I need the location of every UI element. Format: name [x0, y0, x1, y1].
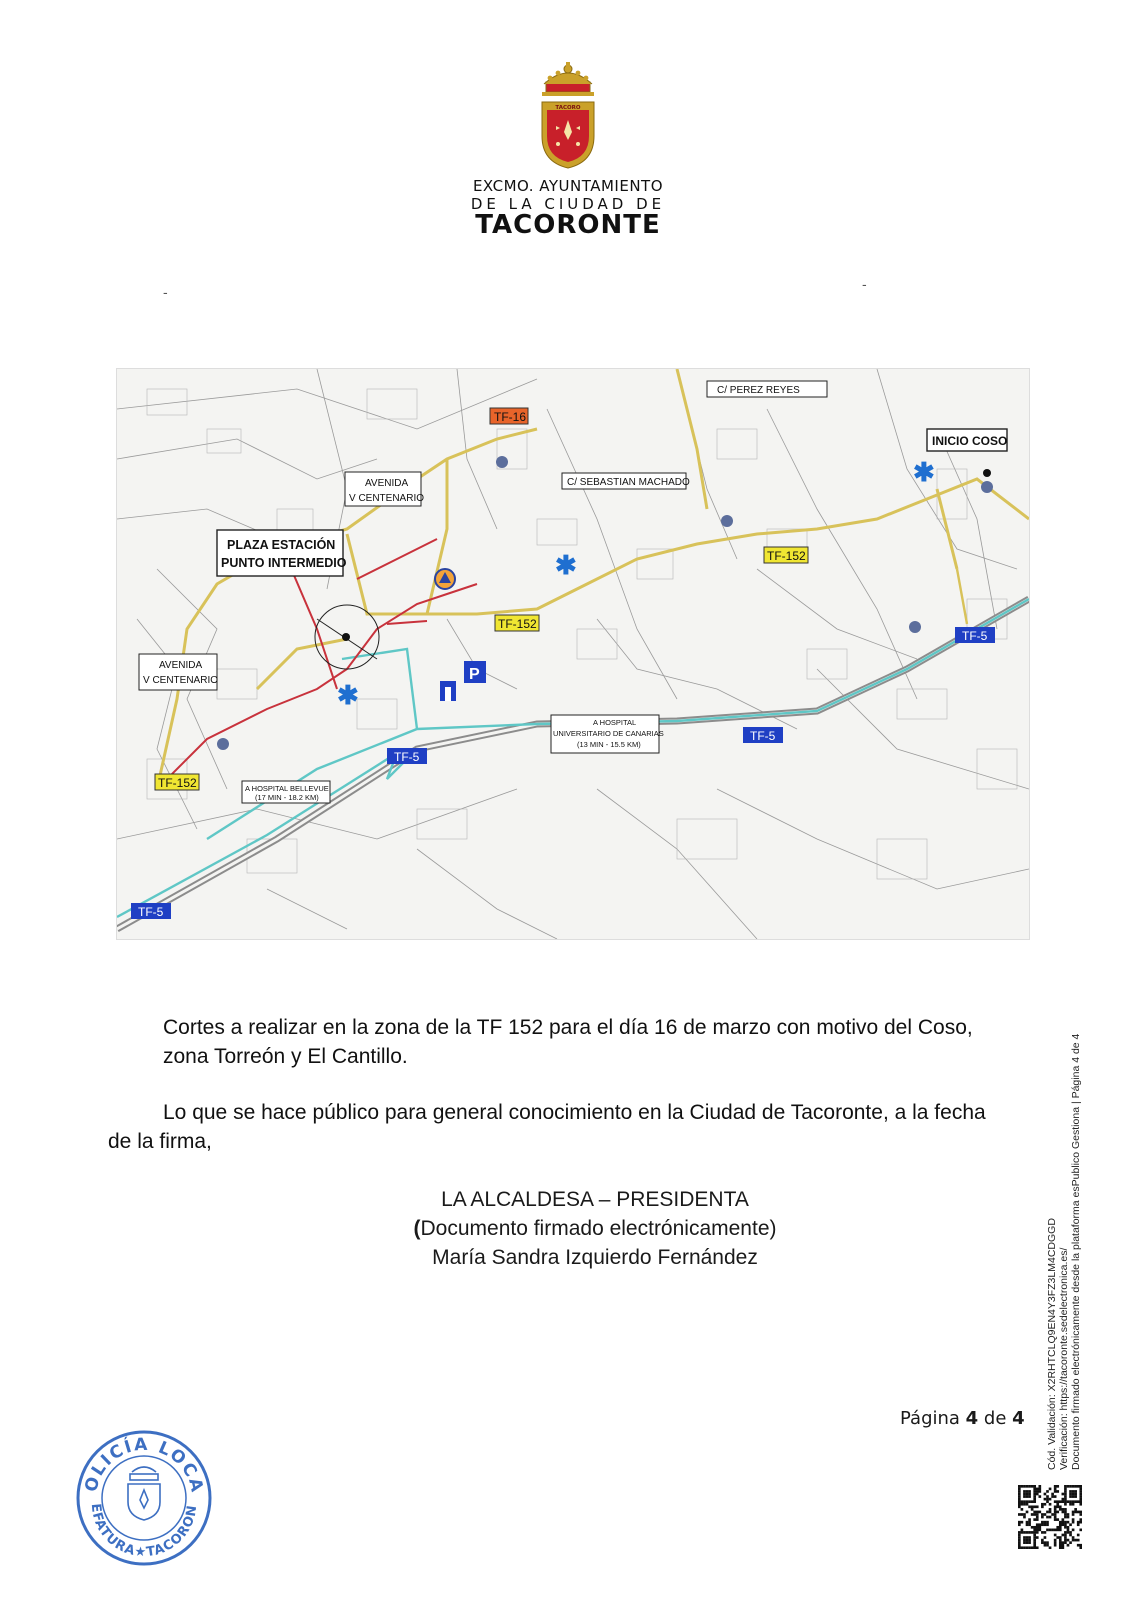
- label-punto-intermedio: PUNTO INTERMEDIO: [221, 556, 347, 570]
- svg-text:✱: ✱: [555, 550, 577, 580]
- police-stamp: [74, 1428, 214, 1568]
- stamp-top-text: OLICÍA LOCA: [81, 1434, 208, 1496]
- label-hosp-univ-3: (13 MIN - 15.5 KM): [577, 740, 641, 749]
- signer-name: María Sandra Izquierdo Fernández: [432, 1246, 758, 1269]
- transit-icon: [440, 681, 456, 701]
- validation-sidebar: [1046, 1000, 1090, 1470]
- page-current: 4: [965, 1408, 979, 1429]
- label-hosp-univ-2: UNIVERSITARIO DE CANARIAS: [553, 729, 664, 738]
- parking-icon: [464, 661, 486, 683]
- paragraph-notice: Lo que se hace público para general conocimiento en la Ciudad de Tacoronte, a la fecha de la firma,: [108, 1101, 986, 1153]
- badge-tf5-left: TF-5: [394, 750, 420, 764]
- label-hosp-univ-1: A HOSPITAL: [593, 718, 637, 727]
- label-avenida-top-1: AVENIDA: [365, 478, 409, 489]
- dash-mark-right: -: [862, 276, 867, 292]
- badge-tf5-mid: TF-5: [750, 729, 776, 743]
- page-prefix: Página: [900, 1408, 966, 1429]
- label-plaza-estacion: PLAZA ESTACIÓN: [227, 538, 336, 552]
- org-name-line3: TACORONTE: [475, 210, 661, 240]
- signature-note: [300, 1214, 890, 1243]
- svg-text:✱: ✱: [337, 680, 359, 710]
- parking-letter: P: [469, 666, 480, 683]
- coat-of-arms-icon: [536, 62, 600, 170]
- label-inicio-coso: INICIO COSO: [932, 434, 1008, 448]
- badge-tf5-right: TF-5: [962, 629, 988, 643]
- badge-tf152-mid: TF-152: [498, 617, 537, 631]
- badge-tf152-left: TF-152: [158, 776, 197, 790]
- label-hosp-bellevue-1: A HOSPITAL BELLEVUE: [245, 784, 329, 793]
- label-avenida-left-1: AVENIDA: [159, 660, 203, 671]
- municipality-header: [430, 62, 706, 242]
- dash-mark-left: -: [163, 284, 168, 300]
- signature-note-text: Documento firmado electrónicamente): [420, 1217, 777, 1240]
- qr-code: [1018, 1485, 1082, 1549]
- page-number: [900, 1408, 1025, 1429]
- page-total: 4: [1012, 1408, 1025, 1429]
- validation-platform: Documento firmado electrónicamente desde la plataforma esPublico Gestiona | Página 4 de 4: [1070, 1033, 1082, 1470]
- signer-title: LA ALCALDESA – PRESIDENTA: [441, 1188, 749, 1211]
- route-map: [116, 368, 1030, 940]
- signature-block: [300, 1185, 890, 1272]
- paragraph-closures: Cortes a realizar en la zona de la TF 152 para el día 16 de marzo con motivo del Coso, zona Torreón y El Cantillo.: [163, 1016, 973, 1068]
- label-avenida-left-2: V CENTENARIO: [143, 675, 219, 686]
- crest-band-text: TACORO: [555, 105, 581, 111]
- badge-tf16: TF-16: [494, 410, 527, 424]
- civil-protection-icon: [435, 569, 455, 589]
- validation-url[interactable]: Verificación: https://tacoronte.sedelectronica.es/: [1058, 1247, 1070, 1470]
- label-avenida-top-2: V CENTENARIO: [349, 493, 425, 504]
- badge-tf5-bottom: TF-5: [138, 905, 164, 919]
- label-perez-reyes: C/ PEREZ REYES: [717, 385, 800, 396]
- page-mid: de: [978, 1408, 1013, 1429]
- badge-tf152-right: TF-152: [767, 549, 806, 563]
- org-name-line2: DE LA CIUDAD DE: [470, 195, 666, 213]
- svg-text:✱: ✱: [913, 457, 935, 487]
- svg-text:POLICÍA LOCAL: [74, 1428, 207, 1496]
- stamp-bottom-text: EFATURA★TACORON: [87, 1502, 201, 1561]
- label-hosp-bellevue-2: (17 MIN - 18.2 KM): [255, 793, 319, 802]
- org-name-line1: EXCMO. AYUNTAMIENTO: [472, 177, 664, 195]
- validation-code: Cód. Validación: X2RHTCLQ9EN4Y3FZ3LM4CDGGD: [1046, 1218, 1058, 1470]
- label-sebastian-machado: C/ SEBASTIAN MACHADO: [567, 477, 690, 488]
- signature-note-paren: (: [413, 1217, 421, 1240]
- stamp-shield-icon: [128, 1467, 160, 1520]
